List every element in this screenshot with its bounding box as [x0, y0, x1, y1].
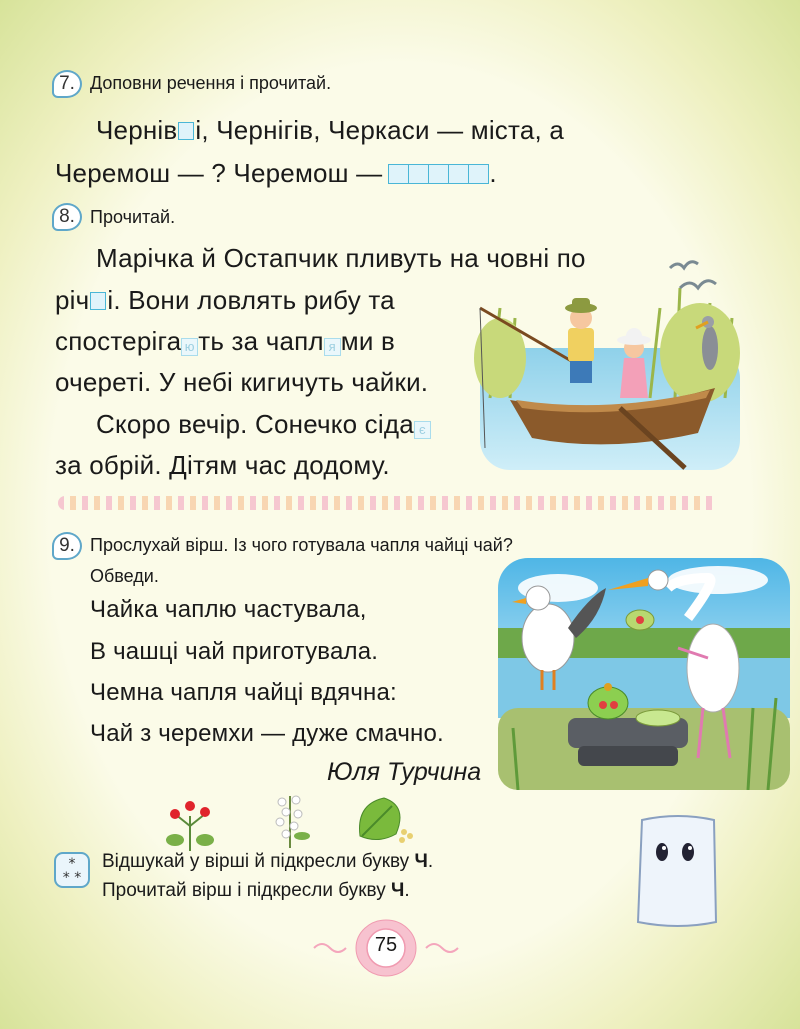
poem-line: Чай з черемхи — дуже смачно.: [90, 720, 444, 747]
letter-box[interactable]: [468, 164, 489, 184]
letter: Ч: [391, 880, 405, 901]
letter-box[interactable]: [90, 292, 106, 310]
letter-box[interactable]: [408, 164, 428, 184]
task8-line5: [96, 409, 431, 440]
task8-line3: [55, 326, 395, 357]
hint-box[interactable]: ю: [181, 338, 198, 356]
hint-box[interactable]: є: [414, 421, 431, 439]
page-number: 75: [374, 934, 398, 956]
bird-cherry-icon[interactable]: [268, 790, 312, 848]
ornament-divider: [58, 496, 718, 510]
poem-line: Чайка чаплю частувала,: [90, 596, 367, 623]
hint-box[interactable]: я: [324, 338, 341, 356]
text: Черемош — ? Черемош —: [55, 158, 383, 188]
bottom-task-line1: [102, 851, 433, 873]
task9-instruction-2: Обведи.: [90, 566, 159, 586]
text: Чернів: [96, 115, 178, 145]
gull-icon: [670, 262, 716, 288]
heron-gull-illustration: [498, 558, 790, 790]
teacup-icon: [626, 610, 654, 630]
task7-line1: [96, 115, 564, 146]
strawberry-icon[interactable]: [160, 796, 220, 852]
bottom-task-line2: [102, 880, 410, 902]
task7-instruction: Доповни речення і прочитай.: [90, 73, 332, 93]
letter-box[interactable]: [178, 122, 194, 140]
text: і. Вони ловлять рибу та: [107, 285, 395, 315]
letter-box[interactable]: [388, 164, 408, 184]
boat-illustration: [470, 248, 740, 470]
letter: Ч: [414, 851, 428, 872]
linden-icon[interactable]: [352, 792, 418, 844]
task8-line2: [55, 285, 395, 316]
poem-line: В чашці чай приготувала.: [90, 638, 379, 665]
text: спостеріга: [55, 326, 182, 356]
text: .: [489, 158, 497, 188]
svg-text:*: *: [68, 856, 76, 872]
task-number-8: 8.: [52, 203, 82, 231]
task-number-7: 7.: [52, 70, 82, 98]
text: .: [404, 880, 410, 901]
text: ми в: [340, 326, 396, 356]
letter-box[interactable]: [448, 164, 468, 184]
task8-line4: очереті. У небі кигичуть чайки.: [55, 367, 429, 397]
text: Скоро вечір. Сонечко сіда: [96, 409, 414, 439]
poem-author: Юля Турчина: [327, 758, 482, 786]
task-number-9: 9.: [52, 532, 82, 560]
task9-instruction: Прослухай вірш. Із чого готувала чапля чайці чай?: [90, 535, 513, 555]
task8-line1: Марічка й Остапчик пливуть на човні по: [96, 243, 586, 273]
text: і, Чернігів, Черкаси — міста, а: [195, 115, 564, 145]
svg-text:* *: * *: [62, 870, 82, 886]
letter-box[interactable]: [428, 164, 448, 184]
text: .: [427, 851, 434, 872]
task8-line6: за обрій. Дітям час додому.: [55, 450, 390, 480]
paper-mascot-icon: [632, 812, 724, 930]
poem-line: Чемна чапля чайці вдячна:: [90, 679, 397, 706]
text: ть за чапл: [198, 326, 324, 356]
star-task-icon: [52, 850, 92, 890]
text: Відшукай у вірші й підкресли букву: [102, 851, 415, 872]
task7-line2: [55, 158, 497, 190]
task8-instruction: Прочитай.: [90, 207, 176, 227]
answer-boxes[interactable]: [388, 159, 489, 190]
text: річ: [55, 285, 90, 315]
text: Прочитай вірш і підкресли букву: [102, 880, 391, 901]
